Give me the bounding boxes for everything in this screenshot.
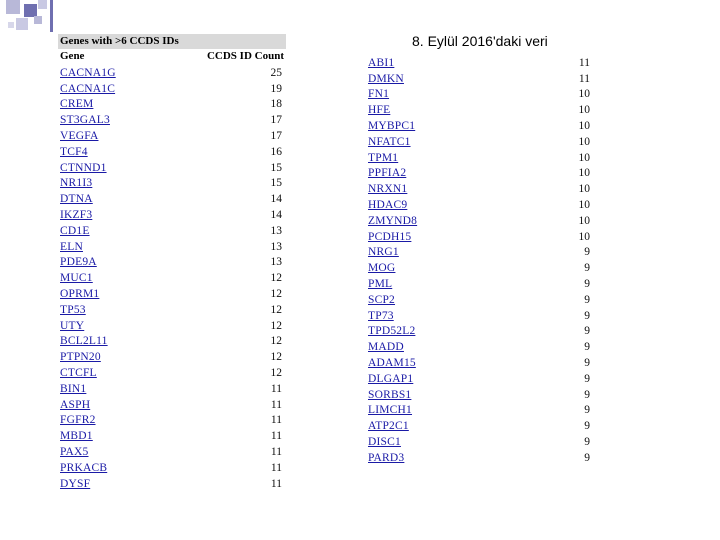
ccds-count: 9	[584, 278, 590, 291]
gene-link[interactable]: CTCFL	[60, 367, 97, 380]
ccds-count: 10	[578, 199, 590, 212]
gene-link[interactable]: CTNND1	[60, 161, 107, 174]
ccds-count: 18	[270, 98, 282, 111]
gene-link[interactable]: PPFIA2	[368, 167, 407, 180]
ccds-count: 9	[584, 372, 590, 385]
ccds-count: 19	[270, 82, 282, 95]
gene-link[interactable]: OPRM1	[60, 288, 100, 301]
table-row	[368, 181, 590, 197]
gene-link[interactable]: PDE9A	[60, 256, 97, 269]
ccds-count: 11	[270, 430, 282, 443]
table-row	[368, 434, 590, 450]
deco-square	[6, 0, 20, 14]
gene-link[interactable]: ASPH	[60, 398, 91, 411]
gene-link[interactable]: CACNA1C	[60, 82, 116, 95]
gene-link[interactable]: MBD1	[60, 430, 93, 443]
gene-link[interactable]: VEGFA	[60, 130, 99, 143]
table-row	[58, 160, 282, 176]
table-row	[368, 355, 590, 371]
ccds-count: 9	[584, 388, 590, 401]
gene-link[interactable]: ELN	[60, 240, 83, 253]
gene-link[interactable]: DISC1	[368, 436, 401, 449]
table-row	[368, 418, 590, 434]
table-title: Genes with >6 CCDS IDs	[58, 34, 286, 49]
table-row	[58, 286, 282, 302]
gene-link[interactable]: MUC1	[60, 272, 93, 285]
table-row	[368, 166, 590, 182]
gene-link[interactable]: DLGAP1	[368, 372, 414, 385]
table-row	[368, 71, 590, 87]
ccds-count: 10	[578, 104, 590, 117]
table-row	[368, 213, 590, 229]
ccds-count: 14	[270, 209, 282, 222]
table-row	[58, 176, 282, 192]
table-row	[58, 270, 282, 286]
table-row	[368, 260, 590, 276]
table-row	[58, 381, 282, 397]
ccds-count: 13	[270, 256, 282, 269]
ccds-count: 11	[578, 72, 590, 85]
table-row	[58, 255, 282, 271]
table-row	[58, 191, 282, 207]
ccds-count: 12	[270, 351, 282, 364]
table-row	[58, 239, 282, 255]
gene-link[interactable]: ABI1	[368, 56, 395, 69]
table-row	[368, 371, 590, 387]
ccds-count: 17	[270, 114, 282, 127]
ccds-count: 10	[578, 88, 590, 101]
gene-link[interactable]: NR1I3	[60, 177, 93, 190]
table-row	[368, 150, 590, 166]
gene-link[interactable]: UTY	[60, 319, 85, 332]
gene-link[interactable]: MADD	[368, 341, 404, 354]
gene-link[interactable]: TP73	[368, 309, 394, 322]
gene-link[interactable]: BCL2L11	[60, 335, 108, 348]
caption: 8. Eylül 2016'daki veri	[412, 33, 548, 49]
gene-link[interactable]: NFATC1	[368, 135, 411, 148]
ccds-count: 11	[270, 382, 282, 395]
ccds-count: 11	[270, 461, 282, 474]
ccds-count: 11	[270, 446, 282, 459]
ccds-count: 9	[584, 436, 590, 449]
gene-link[interactable]: PARD3	[368, 451, 405, 464]
left-table-body	[58, 65, 282, 492]
table-row	[368, 324, 590, 340]
table-row	[368, 339, 590, 355]
ccds-count: 17	[270, 130, 282, 143]
ccds-count: 10	[578, 167, 590, 180]
ccds-count: 12	[270, 335, 282, 348]
table-row	[368, 197, 590, 213]
gene-link[interactable]: TP53	[60, 303, 86, 316]
gene-link[interactable]: BIN1	[60, 382, 87, 395]
gene-link[interactable]: HDAC9	[368, 199, 408, 212]
deco-square	[16, 18, 28, 30]
table-row	[368, 102, 590, 118]
ccds-count: 10	[578, 183, 590, 196]
gene-link[interactable]: CD1E	[60, 224, 90, 237]
gene-link[interactable]: DYSF	[60, 477, 91, 490]
right-gene-table	[368, 55, 590, 466]
table-row	[368, 229, 590, 245]
gene-link[interactable]: ZMYND8	[368, 214, 418, 227]
gene-link[interactable]: IKZF3	[60, 209, 93, 222]
gene-link[interactable]: PCDH15	[368, 230, 412, 243]
ccds-count: 10	[578, 120, 590, 133]
table-header	[58, 49, 286, 63]
table-row	[58, 302, 282, 318]
ccds-count: 9	[584, 309, 590, 322]
table-row	[58, 81, 282, 97]
gene-link[interactable]: NRG1	[368, 246, 399, 259]
ccds-count: 14	[270, 193, 282, 206]
table-row	[368, 403, 590, 419]
deco-square	[38, 0, 47, 9]
table-row	[368, 134, 590, 150]
gene-link[interactable]: PML	[368, 278, 393, 291]
table-row	[58, 144, 282, 160]
gene-link[interactable]: PTPN20	[60, 351, 101, 364]
table-row	[58, 223, 282, 239]
table-row	[368, 118, 590, 134]
gene-link[interactable]: LIMCH1	[368, 404, 413, 417]
ccds-count: 9	[584, 246, 590, 259]
deco-square	[34, 16, 42, 24]
table-row	[58, 413, 282, 429]
table-row	[368, 387, 590, 403]
gene-link[interactable]: CACNA1G	[60, 66, 116, 79]
gene-link[interactable]: HFE	[368, 104, 391, 117]
ccds-count: 12	[270, 319, 282, 332]
gene-link[interactable]: FN1	[368, 88, 390, 101]
gene-link[interactable]: FGFR2	[60, 414, 96, 427]
table-row	[368, 450, 590, 466]
ccds-count: 9	[584, 293, 590, 306]
ccds-count: 25	[270, 66, 282, 79]
gene-link[interactable]: ATP2C1	[368, 420, 409, 433]
ccds-count: 11	[270, 398, 282, 411]
table-row	[58, 207, 282, 223]
ccds-count: 13	[270, 224, 282, 237]
table-row	[368, 292, 590, 308]
ccds-count: 11	[270, 477, 282, 490]
table-row	[58, 334, 282, 350]
table-row	[368, 245, 590, 261]
table-row	[58, 365, 282, 381]
gene-link[interactable]: DTNA	[60, 193, 93, 206]
ccds-count: 9	[584, 404, 590, 417]
ccds-count: 11	[578, 56, 590, 69]
ccds-count: 13	[270, 240, 282, 253]
ccds-count: 12	[270, 288, 282, 301]
table-row	[58, 65, 282, 81]
table-row	[58, 444, 282, 460]
gene-link[interactable]: ST3GAL3	[60, 114, 110, 127]
deco-line	[50, 0, 53, 32]
gene-link[interactable]: PAX5	[60, 446, 89, 459]
ccds-count: 15	[270, 177, 282, 190]
column-header-gene: Gene	[60, 50, 85, 62]
ccds-count: 9	[584, 451, 590, 464]
deco-square	[8, 22, 14, 28]
table-row	[368, 55, 590, 71]
ccds-count: 12	[270, 272, 282, 285]
table-row	[58, 476, 282, 492]
table-row	[58, 318, 282, 334]
gene-link[interactable]: TPD52L2	[368, 325, 416, 338]
gene-link[interactable]: CREM	[60, 98, 94, 111]
gene-link[interactable]: DMKN	[368, 72, 404, 85]
table-row	[58, 112, 282, 128]
table-row	[58, 128, 282, 144]
table-row	[58, 397, 282, 413]
gene-link[interactable]: MOG	[368, 262, 396, 275]
table-row	[58, 460, 282, 476]
ccds-count: 12	[270, 303, 282, 316]
ccds-count: 15	[270, 161, 282, 174]
gene-link[interactable]: SCP2	[368, 293, 396, 306]
gene-link[interactable]: TCF4	[60, 145, 88, 158]
table-row	[368, 308, 590, 324]
ccds-count: 9	[584, 420, 590, 433]
ccds-count: 10	[578, 214, 590, 227]
ccds-count: 9	[584, 325, 590, 338]
gene-link[interactable]: SORBS1	[368, 388, 412, 401]
ccds-count: 9	[584, 341, 590, 354]
ccds-count: 10	[578, 135, 590, 148]
gene-link[interactable]: MYBPC1	[368, 120, 416, 133]
ccds-count: 16	[270, 145, 282, 158]
table-row	[58, 428, 282, 444]
gene-link[interactable]: PRKACB	[60, 461, 108, 474]
gene-link[interactable]: NRXN1	[368, 183, 408, 196]
column-header-count: CCDS ID Count	[206, 50, 284, 62]
ccds-count: 11	[270, 414, 282, 427]
left-gene-table	[58, 34, 286, 63]
gene-link[interactable]: ADAM15	[368, 357, 416, 370]
ccds-count: 10	[578, 151, 590, 164]
ccds-count: 9	[584, 357, 590, 370]
ccds-count: 12	[270, 367, 282, 380]
ccds-count: 9	[584, 262, 590, 275]
gene-link[interactable]: TPM1	[368, 151, 399, 164]
table-row	[58, 349, 282, 365]
ccds-count: 10	[578, 230, 590, 243]
table-row	[368, 87, 590, 103]
table-row	[368, 276, 590, 292]
table-row	[58, 97, 282, 113]
